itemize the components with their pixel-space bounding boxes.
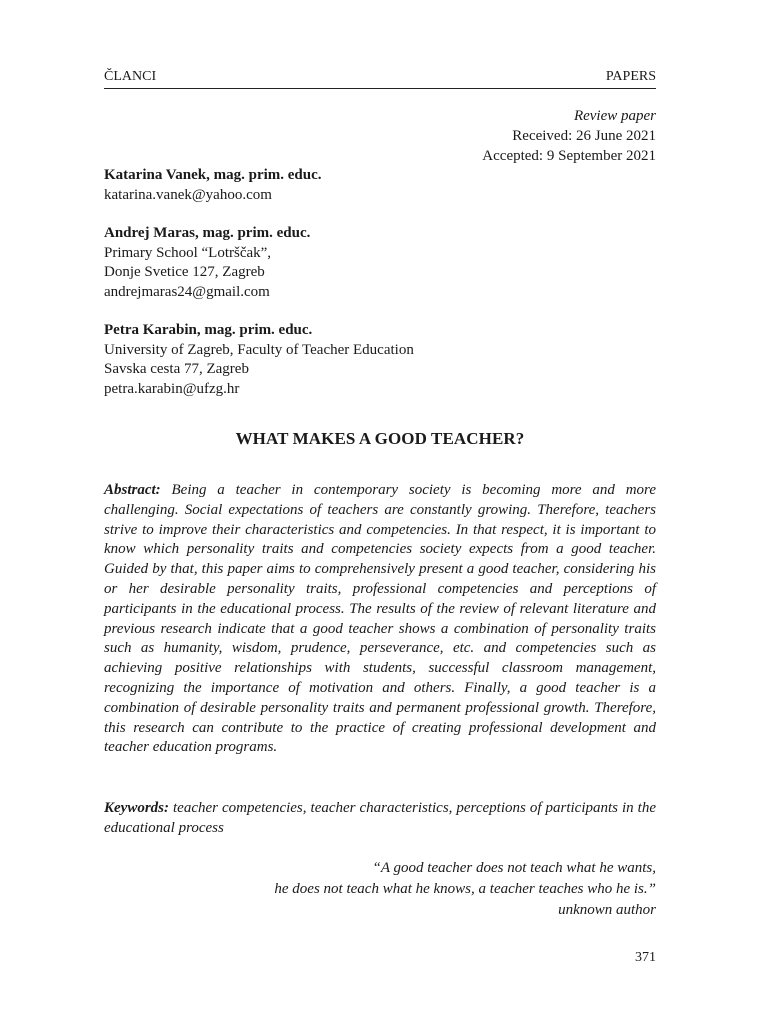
author-affiliation: University of Zagreb, Faculty of Teacher Education — [104, 341, 414, 358]
page — [104, 0, 656, 1024]
received-date: Received: 26 June 2021 — [512, 128, 656, 144]
paper-type: Review paper — [573, 108, 656, 124]
author-list — [104, 166, 656, 418]
author-email: katarina.vanek@yahoo.com — [104, 186, 272, 203]
author-block — [104, 224, 656, 302]
abstract-label: Abstract: — [104, 482, 161, 498]
author-address: Donje Svetice 127, Zagreb — [104, 264, 265, 280]
epigraph-author: unknown author — [558, 902, 656, 918]
abstract — [104, 481, 656, 758]
accepted-date: Accepted: 9 September 2021 — [482, 148, 656, 164]
author-email: andrejmaras24@gmail.com — [104, 283, 270, 300]
author-block — [104, 166, 656, 205]
keywords-text: teacher competencies, teacher characteristics, perceptions of participants in the educational process — [104, 800, 656, 836]
author-affiliation: Primary School “Lotrščak”, — [104, 244, 272, 261]
keywords-label: Keywords: — [104, 800, 169, 816]
epigraph-line: he does not teach what he knows, a teacher teaches who he is.” — [274, 881, 656, 897]
author-name: Petra Karabin, mag. prim. educ. — [104, 322, 313, 338]
header-right: PAPERS — [605, 69, 656, 84]
epigraph — [274, 858, 656, 921]
epigraph-line: “A good teacher does not teach what he wants, — [372, 860, 656, 876]
author-name: Andrej Maras, mag. prim. educ. — [104, 225, 311, 241]
paper-title: WHAT MAKES A GOOD TEACHER? — [235, 429, 525, 448]
header-left: ČLANCI — [104, 69, 157, 84]
author-name: Katarina Vanek, mag. prim. educ. — [104, 167, 322, 183]
paper-meta — [482, 106, 656, 166]
author-block — [104, 321, 656, 399]
running-header — [104, 68, 656, 89]
keywords — [104, 799, 656, 839]
author-address: Savska cesta 77, Zagreb — [104, 361, 249, 377]
page-number: 371 — [635, 950, 656, 965]
abstract-text: Being a teacher in contemporary society is becoming more and more challenging. Social expectations of teachers are constantly growing. Therefore, teachers strive to improve their characteristics and competencies. In that respect, it is important to know which personality traits and competencies society expects from a good teacher. Guided by that, this paper aims to comprehensively present a good teacher, considering his or her desirable personality traits, professional competencies and perceptions of participants in the educational process. The results of the review of relevant literature and previous research indicate that a good teacher shows a combination of personality traits such as humanity, wisdom, prudence, perseverance, etc. and competencies such as achieving positive relationships with students, successful classroom management, recognizing the importance of motivation and others. Finally, a good teacher is a combination of desirable personality traits and permanent professional growth. Therefore, this research can contribute to the practice of creating professional development and teacher education programs. — [104, 482, 656, 756]
author-email: petra.karabin@ufzg.hr — [104, 380, 240, 397]
